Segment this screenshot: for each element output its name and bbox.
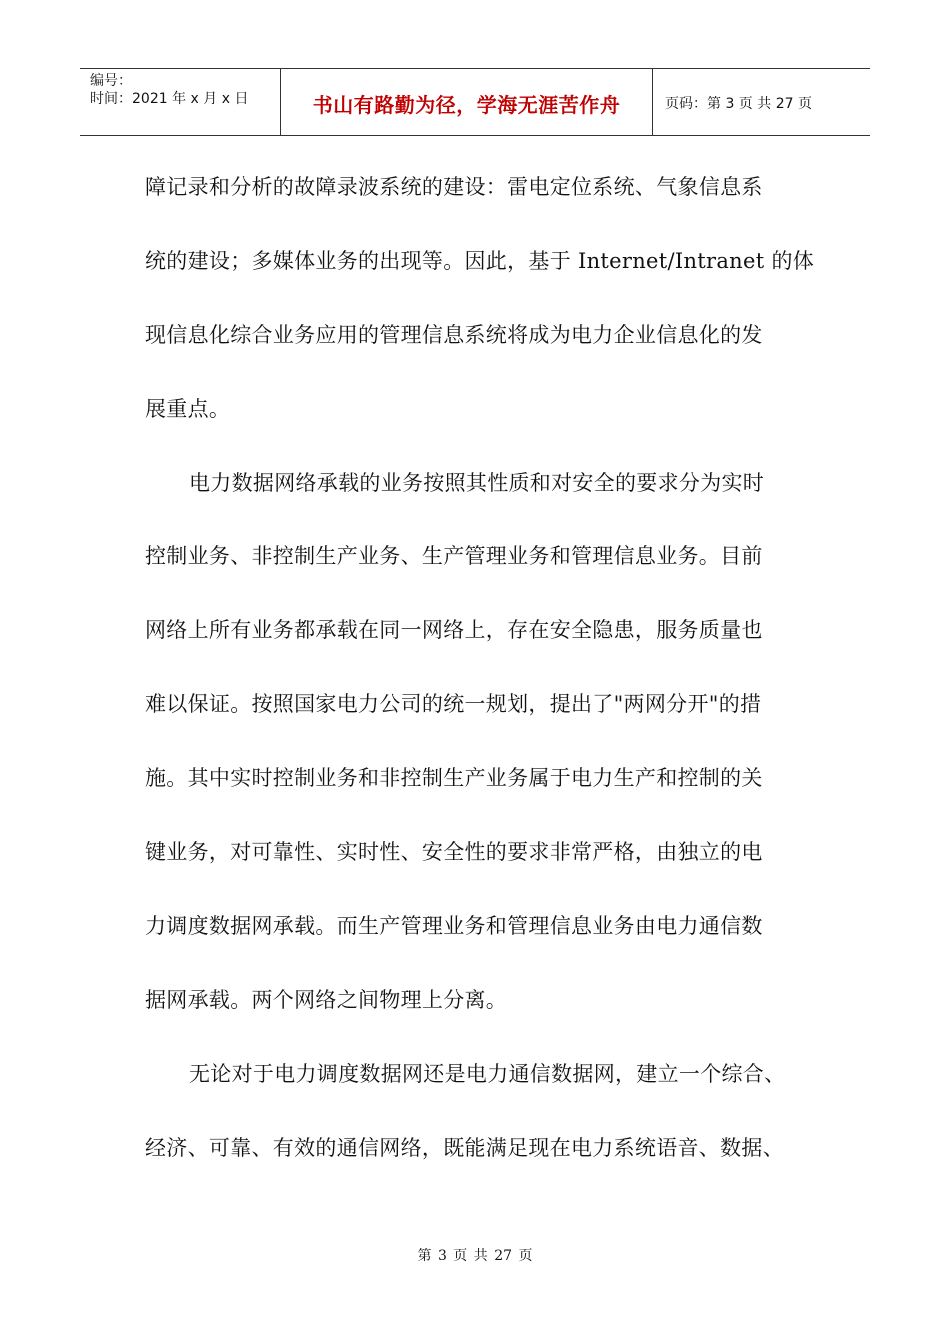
document-body: [145, 151, 815, 1185]
body-line: 据网承载。两个网络之间物理上分离。: [145, 987, 508, 1012]
body-line: 力调度数据网承载。而生产管理业务和管理信息业务由电力通信数: [145, 913, 763, 938]
body-line: 控制业务、非控制生产业务、生产管理业务和管理信息业务。目前: [145, 544, 763, 569]
body-line: 网络上所有业务都承载在同一网络上，存在安全隐患，服务质量也: [145, 618, 763, 643]
body-line: 障记录和分析的故障录波系统的建设：雷电定位系统、气象信息系: [145, 175, 763, 199]
motto: 书山有路勤为径，学海无涯苦作舟: [312, 92, 621, 117]
body-line: 统的建设；多媒体业务的出现等。因此，基于 Internet/Intranet 的体: [145, 248, 815, 273]
body-line: 现信息化综合业务应用的管理信息系统将成为电力企业信息化的发: [145, 322, 763, 347]
header-page-info-cell: [653, 69, 870, 135]
body-line: 经济、可靠、有效的通信网络，既能满足现在电力系统语音、数据、: [145, 1135, 784, 1160]
page-info: 页码：第 3 页 共 27 页: [665, 96, 812, 112]
header-motto-cell: [281, 69, 653, 135]
page-footer: 第 3 页 共 27 页: [417, 1248, 533, 1264]
header-meta: [80, 69, 281, 135]
paragraph-start-line: 无论对于电力调度数据网还是电力通信数据网，建立一个综合、: [189, 1061, 786, 1086]
body-line: 键业务，对可靠性、实时性、安全性的要求非常严格，由独立的电: [145, 840, 763, 865]
body-line: 展重点。: [145, 396, 231, 421]
body-line: 施。其中实时控制业务和非控制生产业务属于电力生产和控制的关: [145, 766, 763, 791]
date-label: 时间：2021 年 x 月 x 日: [90, 91, 249, 107]
paragraph-start-line: 电力数据网络承载的业务按照其性质和对安全的要求分为实时: [189, 470, 765, 495]
serial-label: 编号：: [90, 73, 132, 89]
body-line: 难以保证。按照国家电力公司的统一规划，提出了"两网分开"的措: [145, 692, 762, 717]
page-header: [80, 68, 870, 136]
